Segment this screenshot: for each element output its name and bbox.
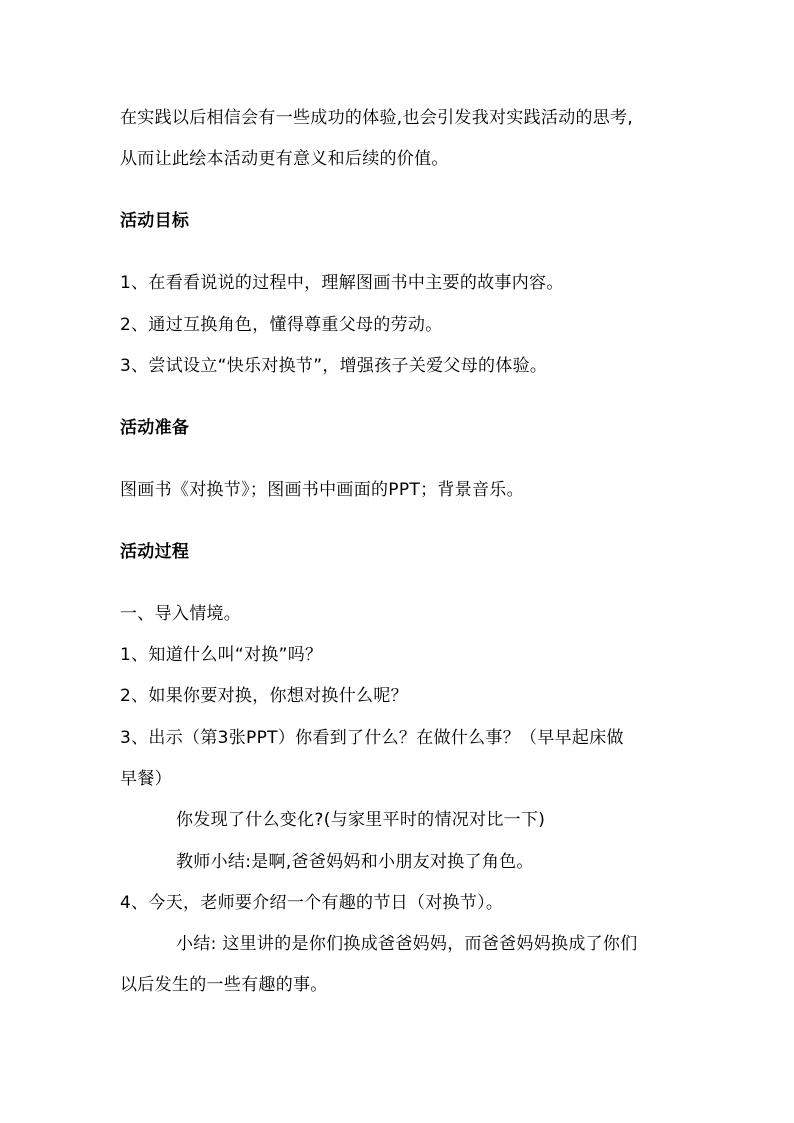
- goal-item-1: 1、在看看说说的过程中，理解图画书中主要的故事内容。: [120, 273, 564, 293]
- process-question-3-line-1: 3、出示（第3张PPT）你看到了什么？在做什么事？（早早起床做: [120, 728, 624, 748]
- process-summary-line-1: 小结: 这里讲的是你们换成爸爸妈妈，而爸爸妈妈换成了你们: [176, 934, 638, 954]
- process-step-1-title: 一、导入情境。: [120, 604, 242, 624]
- process-summary-line-2: 以后发生的一些有趣的事。: [120, 975, 328, 995]
- goal-item-2: 2、通过互换角色，懂得尊重父母的劳动。: [120, 315, 443, 335]
- intro-line-1: 在实践以后相信会有一些成功的体验,也会引发我对实践活动的思考,: [120, 108, 634, 128]
- goal-item-3: 3、尝试设立“快乐对换节”，增强孩子关爱父母的体验。: [120, 356, 548, 376]
- process-question-3-summary: 教师小结:是啊,爸爸妈妈和小朋友对换了角色。: [176, 852, 534, 872]
- intro-line-2: 从而让此绘本活动更有意义和后续的价值。: [120, 149, 449, 169]
- process-question-3-followup: 你发现了什么变化?(与家里平时的情况对比一下): [176, 810, 546, 830]
- process-question-4: 4、今天，老师要介绍一个有趣的节日（对换节）。: [120, 893, 504, 913]
- process-heading: 活动过程: [120, 542, 190, 562]
- process-question-2: 2、如果你要对换，你想对换什么呢？: [120, 686, 408, 706]
- process-question-3-line-2: 早餐）: [120, 769, 172, 789]
- goals-heading: 活动目标: [120, 211, 190, 231]
- process-question-1: 1、知道什么叫“对换”吗？: [120, 645, 323, 665]
- preparation-text: 图画书《对换节》；图画书中画面的PPT；背景音乐。: [120, 480, 524, 500]
- preparation-heading: 活动准备: [120, 418, 190, 438]
